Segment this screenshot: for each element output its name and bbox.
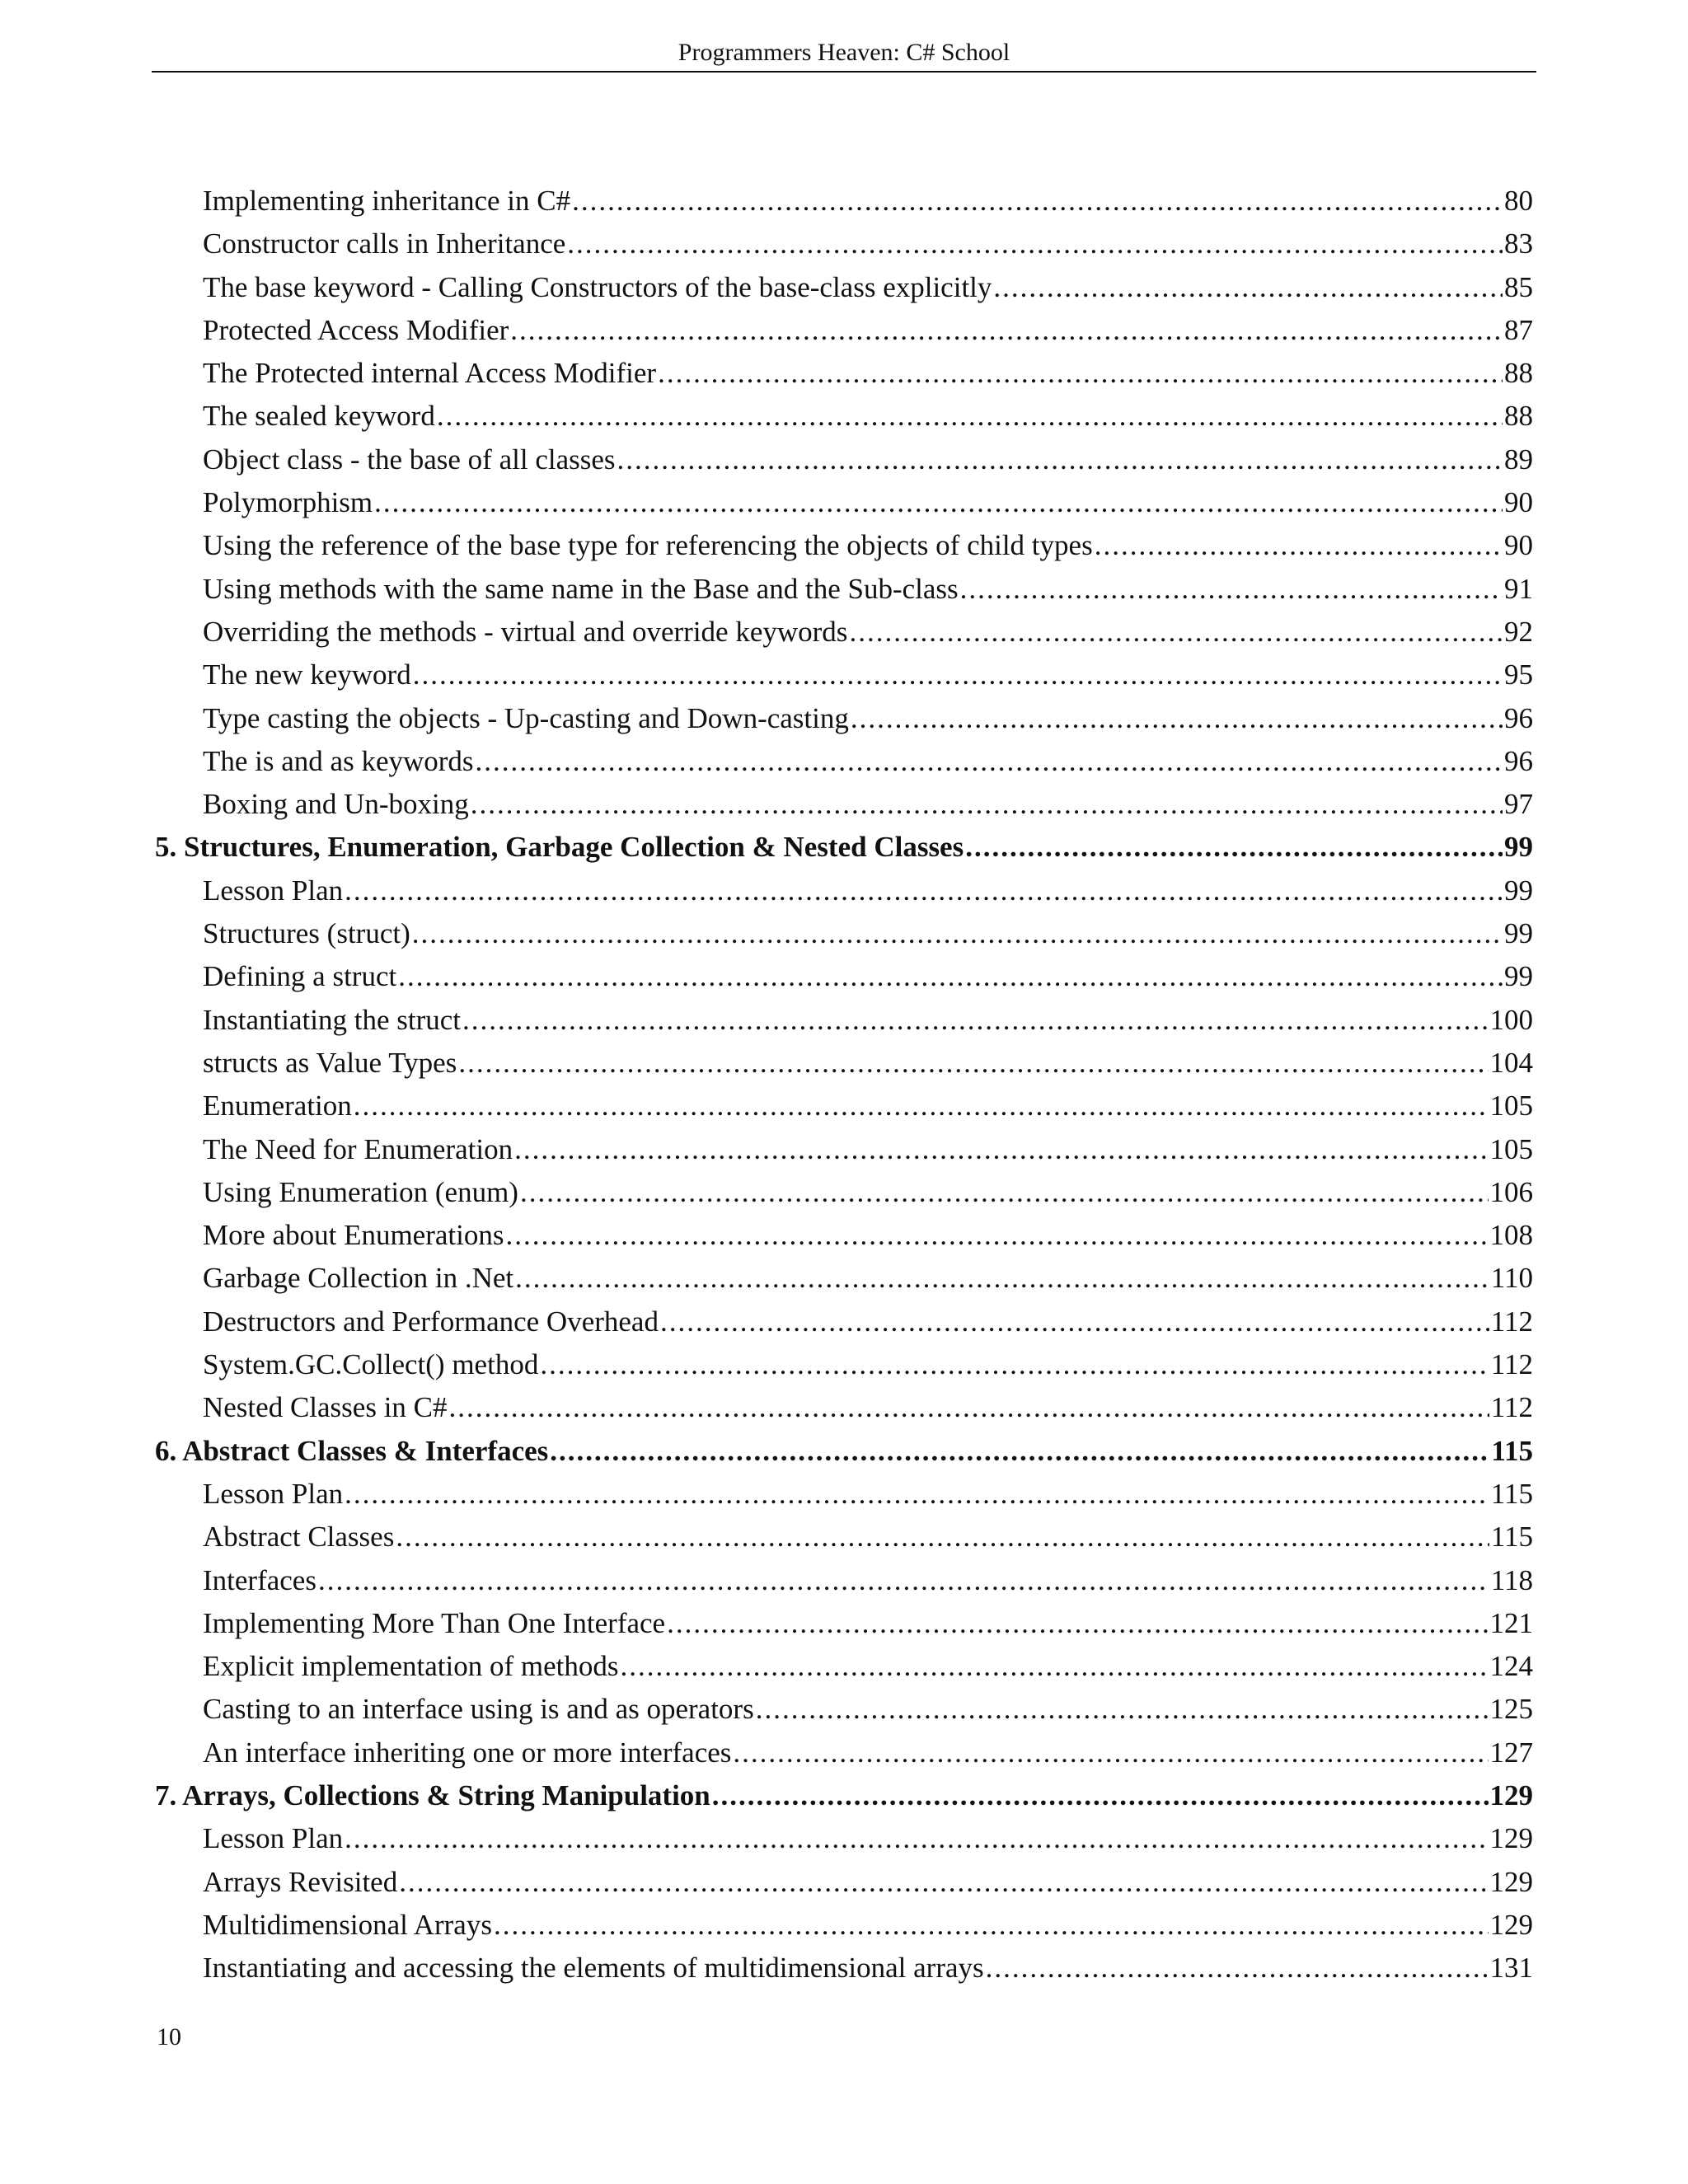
toc-entry-title: 5. Structures, Enumeration, Garbage Collection & Nested Classes	[155, 831, 964, 864]
toc-dot-leader	[514, 1128, 1488, 1171]
toc-entry-page: 92	[1504, 615, 1533, 648]
toc-dot-leader	[374, 481, 1503, 524]
toc-dot-leader	[712, 1774, 1489, 1817]
toc-section-entry[interactable]	[155, 1947, 1533, 1990]
toc-dot-leader	[449, 1386, 1489, 1429]
toc-dot-leader	[567, 223, 1503, 265]
toc-entry-page: 95	[1504, 658, 1533, 691]
toc-entry-title: Casting to an interface using is and as operators	[203, 1693, 754, 1726]
toc-dot-leader	[396, 1516, 1489, 1558]
toc-section-entry[interactable]	[155, 1301, 1533, 1343]
toc-dot-leader	[462, 999, 1489, 1042]
toc-entry-page: 105	[1489, 1090, 1533, 1122]
toc-entry-title: Type casting the objects - Up-casting and Down-casting	[203, 701, 849, 734]
toc-entry-title: Arrays Revisited	[203, 1865, 398, 1898]
toc-entry-page: 129	[1489, 1908, 1533, 1941]
toc-section-entry[interactable]	[155, 1516, 1533, 1558]
toc-section-entry[interactable]	[155, 1602, 1533, 1645]
toc-section-entry[interactable]	[155, 266, 1533, 309]
toc-entry-title: Overriding the methods - virtual and override keywords	[203, 615, 848, 648]
toc-entry-title: The Need for Enumeration	[203, 1132, 513, 1165]
toc-entry-title: Instantiating and accessing the elements of multidimensional arrays	[203, 1952, 984, 1985]
toc-dot-leader	[550, 1430, 1489, 1473]
toc-entry-title: Nested Classes in C#	[203, 1391, 448, 1424]
toc-entry-page: 108	[1489, 1219, 1533, 1252]
table-of-contents	[155, 180, 1533, 1990]
toc-section-entry[interactable]	[155, 1171, 1533, 1214]
toc-entry-title: More about Enumerations	[203, 1219, 504, 1252]
toc-section-entry[interactable]	[155, 1861, 1533, 1904]
toc-entry-page: 105	[1489, 1132, 1533, 1165]
toc-section-entry[interactable]	[155, 438, 1533, 481]
toc-entry-page: 99	[1504, 874, 1533, 907]
toc-entry-title: Lesson Plan	[203, 1822, 344, 1855]
toc-chapter-entry[interactable]	[155, 1430, 1533, 1473]
toc-dot-leader	[345, 869, 1503, 912]
toc-entry-title: Lesson Plan	[203, 1477, 344, 1510]
toc-dot-leader	[756, 1688, 1489, 1731]
toc-entry-title: The sealed keyword	[203, 400, 435, 433]
toc-entry-page: 80	[1504, 185, 1533, 217]
toc-entry-title: Instantiating the struct	[203, 1003, 461, 1036]
toc-entry-page: 88	[1504, 400, 1533, 433]
toc-entry-page: 112	[1490, 1348, 1533, 1381]
toc-dot-leader	[471, 783, 1503, 826]
toc-chapter-entry[interactable]	[155, 1774, 1533, 1817]
toc-entry-page: 121	[1489, 1606, 1533, 1639]
toc-section-entry[interactable]	[155, 1559, 1533, 1602]
running-header: Programmers Heaven: C# School	[678, 39, 1010, 66]
toc-section-entry[interactable]	[155, 697, 1533, 740]
toc-section-entry[interactable]	[155, 309, 1533, 352]
toc-entry-page: 118	[1490, 1563, 1533, 1596]
toc-section-entry[interactable]	[155, 1688, 1533, 1731]
toc-entry-title: Enumeration	[203, 1090, 352, 1122]
toc-entry-page: 91	[1504, 572, 1533, 605]
toc-entry-page: 99	[1504, 960, 1533, 993]
toc-dot-leader	[510, 309, 1503, 352]
toc-entry-title: Polymorphism	[203, 486, 373, 519]
toc-section-entry[interactable]	[155, 1732, 1533, 1774]
toc-entry-title: The base keyword - Calling Constructors of the base-class explicitly	[203, 270, 992, 303]
toc-entry-title: Using the reference of the base type for referencing the objects of child types	[203, 529, 1093, 562]
toc-section-entry[interactable]	[155, 568, 1533, 611]
toc-chapter-entry[interactable]	[155, 826, 1533, 869]
toc-section-entry[interactable]	[155, 180, 1533, 223]
toc-entry-page: 129	[1489, 1865, 1533, 1898]
header-divider	[152, 71, 1536, 73]
toc-entry-page: 127	[1489, 1736, 1533, 1769]
toc-entry-page: 110	[1490, 1262, 1533, 1295]
toc-entry-page: 129	[1489, 1822, 1533, 1855]
toc-dot-leader	[849, 611, 1503, 654]
toc-dot-leader	[986, 1947, 1489, 1990]
toc-entry-title: Object class - the base of all classes	[203, 443, 616, 476]
toc-section-entry[interactable]	[155, 999, 1533, 1042]
toc-dot-leader	[965, 826, 1503, 869]
toc-section-entry[interactable]	[155, 1817, 1533, 1860]
toc-section-entry[interactable]	[155, 611, 1533, 654]
toc-dot-leader	[354, 1085, 1489, 1127]
toc-section-entry[interactable]	[155, 395, 1533, 438]
toc-dot-leader	[1095, 524, 1503, 567]
toc-section-entry[interactable]	[155, 912, 1533, 955]
toc-dot-leader	[660, 1301, 1489, 1343]
toc-section-entry[interactable]	[155, 955, 1533, 998]
toc-entry-page: 100	[1489, 1003, 1533, 1036]
toc-entry-page: 129	[1489, 1779, 1533, 1811]
toc-dot-leader	[318, 1559, 1489, 1602]
toc-section-entry[interactable]	[155, 481, 1533, 524]
toc-section-entry[interactable]	[155, 783, 1533, 826]
toc-dot-leader	[733, 1732, 1488, 1774]
toc-entry-title: Abstract Classes	[203, 1521, 395, 1554]
toc-entry-page: 90	[1504, 529, 1533, 562]
toc-section-entry[interactable]	[155, 1128, 1533, 1171]
toc-entry-page: 112	[1490, 1305, 1533, 1338]
toc-entry-title: The new keyword	[203, 658, 411, 691]
toc-section-entry[interactable]	[155, 1214, 1533, 1257]
toc-dot-leader	[658, 352, 1503, 395]
toc-entry-title: Multidimensional Arrays	[203, 1908, 492, 1941]
toc-entry-title: System.GC.Collect() method	[203, 1348, 539, 1381]
toc-entry-title: 7. Arrays, Collections & String Manipulation	[155, 1779, 710, 1811]
toc-entry-title: Defining a struct	[203, 960, 397, 993]
toc-entry-page: 112	[1490, 1391, 1533, 1424]
toc-entry-page: 125	[1489, 1693, 1533, 1726]
toc-entry-title: An interface inheriting one or more interfaces	[203, 1736, 732, 1769]
toc-dot-leader	[617, 438, 1503, 481]
toc-entry-title: Lesson Plan	[203, 874, 344, 907]
toc-entry-page: 115	[1490, 1477, 1533, 1510]
toc-dot-leader	[412, 912, 1503, 955]
toc-entry-title: The is and as keywords	[203, 744, 474, 777]
toc-entry-page: 104	[1489, 1046, 1533, 1079]
toc-entry-title: Constructor calls in Inheritance	[203, 227, 566, 260]
toc-dot-leader	[515, 1257, 1489, 1300]
toc-entry-title: Destructors and Performance Overhead	[203, 1305, 659, 1338]
toc-entry-page: 115	[1490, 1521, 1533, 1554]
toc-section-entry[interactable]	[155, 1386, 1533, 1429]
toc-dot-leader	[437, 395, 1503, 438]
toc-dot-leader	[476, 740, 1503, 783]
toc-dot-leader	[398, 955, 1503, 998]
toc-section-entry[interactable]	[155, 740, 1533, 783]
toc-dot-leader	[520, 1171, 1489, 1214]
toc-entry-title: 6. Abstract Classes & Interfaces	[155, 1434, 549, 1467]
toc-dot-leader	[667, 1602, 1488, 1645]
toc-entry-page: 87	[1504, 313, 1533, 346]
toc-entry-title: Interfaces	[203, 1563, 316, 1596]
toc-dot-leader	[621, 1645, 1489, 1688]
toc-entry-page: 85	[1504, 270, 1533, 303]
toc-entry-title: Garbage Collection in .Net	[203, 1262, 514, 1295]
toc-entry-title: Boxing and Un-boxing	[203, 788, 469, 821]
toc-dot-leader	[345, 1473, 1489, 1516]
toc-section-entry[interactable]	[155, 223, 1533, 265]
toc-entry-title: Implementing inheritance in C#	[203, 185, 571, 217]
toc-section-entry[interactable]	[155, 1085, 1533, 1127]
toc-section-entry[interactable]	[155, 524, 1533, 567]
toc-section-entry[interactable]	[155, 1343, 1533, 1386]
toc-entry-title: Explicit implementation of methods	[203, 1650, 619, 1683]
toc-section-entry[interactable]	[155, 869, 1533, 912]
toc-section-entry[interactable]	[155, 1257, 1533, 1300]
toc-entry-page: 115	[1491, 1434, 1533, 1467]
toc-dot-leader	[413, 654, 1503, 696]
toc-dot-leader	[494, 1904, 1489, 1947]
toc-entry-page: 96	[1504, 701, 1533, 734]
toc-entry-title: Using Enumeration (enum)	[203, 1175, 518, 1208]
toc-dot-leader	[572, 180, 1503, 223]
toc-entry-page: 83	[1504, 227, 1533, 260]
toc-dot-leader	[505, 1214, 1488, 1257]
page-number: 10	[157, 2023, 181, 2050]
toc-section-entry[interactable]	[155, 1042, 1533, 1085]
toc-entry-page: 97	[1504, 788, 1533, 821]
toc-entry-page: 88	[1504, 357, 1533, 390]
toc-entry-page: 99	[1504, 831, 1533, 864]
toc-entry-page: 131	[1489, 1952, 1533, 1985]
toc-dot-leader	[993, 266, 1503, 309]
toc-entry-title: Protected Access Modifier	[203, 313, 509, 346]
toc-section-entry[interactable]	[155, 1904, 1533, 1947]
toc-entry-title: Structures (struct)	[203, 917, 410, 950]
toc-dot-leader	[399, 1861, 1488, 1904]
toc-dot-leader	[960, 568, 1503, 611]
toc-dot-leader	[851, 697, 1503, 740]
toc-dot-leader	[540, 1343, 1489, 1386]
toc-entry-page: 89	[1504, 443, 1533, 476]
toc-entry-title: The Protected internal Access Modifier	[203, 357, 657, 390]
toc-section-entry[interactable]	[155, 1645, 1533, 1688]
toc-section-entry[interactable]	[155, 654, 1533, 696]
toc-entry-page: 106	[1489, 1175, 1533, 1208]
toc-entry-page: 124	[1489, 1650, 1533, 1683]
toc-section-entry[interactable]	[155, 1473, 1533, 1516]
toc-dot-leader	[458, 1042, 1488, 1085]
toc-entry-title: Implementing More Than One Interface	[203, 1606, 666, 1639]
toc-entry-page: 96	[1504, 744, 1533, 777]
toc-dot-leader	[345, 1817, 1488, 1860]
toc-entry-title: Using methods with the same name in the Base and the Sub-class	[203, 572, 959, 605]
toc-entry-page: 90	[1504, 486, 1533, 519]
toc-entry-title: structs as Value Types	[203, 1046, 457, 1079]
toc-entry-page: 99	[1504, 917, 1533, 950]
toc-section-entry[interactable]	[155, 352, 1533, 395]
